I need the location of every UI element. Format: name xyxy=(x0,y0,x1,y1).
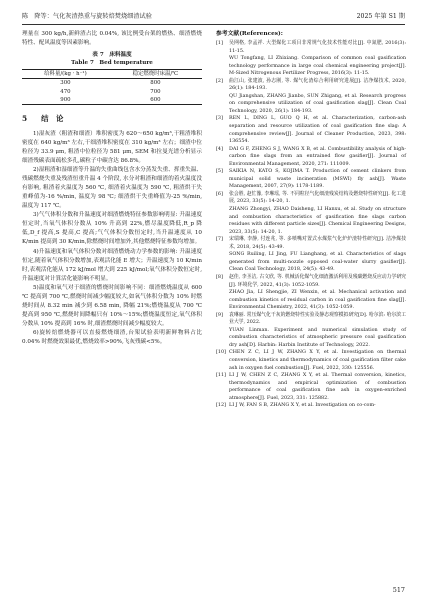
conclusion-paragraph: 4)升温速度和氧气体积分数对细渣燃烧动力学参数的影响: 升温速度恒定,随着氧气体积分数增加,表观活化能 E 增大；升温速度为 10 K/min 时,表观活化能从 172 kJ/mol 增大到 225 kJ/mol;氧气体积分数恒定时,升温速度对计算活化能影响不明显。 xyxy=(22,248,202,282)
reference-number: [9] xyxy=(216,311,223,318)
reference-item xyxy=(216,402,406,410)
reference-item xyxy=(216,40,406,55)
header-authors-title: 陈 降等：气化灰渣热重与旋转焙焚烧细渣试验 xyxy=(22,13,152,20)
reference-item xyxy=(216,372,406,402)
reference-item xyxy=(216,55,406,78)
reference-text: REN L, DING L, GUO Q H, et al. Characterization, carbon-ash separation and resource utilization of coal gasification fine slag: A comprehensive review[J]. Journal of Cleaner Production, 2023, 398: 136554. xyxy=(229,115,406,145)
reference-number: [3] xyxy=(216,115,223,122)
reference-number: [2] xyxy=(216,77,223,84)
left-column xyxy=(22,30,202,347)
reference-text: 曲江山, 张建波, 孙志刚, 等. 煤气化渣综合利用研究进展[J]. 洁净煤技术, 2020, 26(1): 184-193. xyxy=(229,77,406,92)
conclusion-paragraph: 2)湿粗渣和湿细渣等升温的失重曲线包含水分蒸发失重、挥重失温、残碳燃烧失重及残渣恒重升温 4 个阶段, 水分对粗渣和细渣的着火温度没有影响, 粗渣着火温度为 560 ℃, 细渣着火温度为 590 ℃, 粗渣烘干失重峰值为-16 %/min, 温度为 98 ℃; 细渣烘干失重峰值为-25 %/min, 温度为 117 ℃。 xyxy=(22,167,202,210)
reference-text: 赵佳, 李圣洁, 古文欣, 等. 机械活化煤气化细渣激活利用及残碳燃烧反应动力学研究[J]. 环境化学, 2022, 41(3): 1052-1059. xyxy=(229,273,407,288)
reference-item xyxy=(216,146,406,169)
reference-item xyxy=(216,289,406,312)
table-cell: 600 xyxy=(109,96,202,105)
reference-text: DAI G F, ZHENG S J, WANG X B, et al. Combustibility analysis of high-carbon fine slags from an entrained flow gasifier[J]. Journal of Environmental Management, 2020, 271: 111009. xyxy=(229,145,406,167)
reference-number: [5] xyxy=(216,168,223,175)
right-column xyxy=(216,30,406,410)
reference-text: LI J W, FAN S B, ZHANG X Y, et al. Investigation on co-com- xyxy=(229,402,376,409)
reference-text: YUAN Linman. Experiment and numerical simulation study of combustion characteristics of atmospheric pressure coal gasification dry ash[D]. Harbin: Harbin Institute of Technology, 2022. xyxy=(229,326,406,348)
reference-item xyxy=(216,251,406,274)
reference-text: 宋瑞琳, 李静, 付连兆, 等. 多喷嘴对置式水煤浆气化炉炉渣特性研究[J]. 洁净煤技术, 2018, 24(5): 43-49. xyxy=(229,236,406,250)
reference-item xyxy=(216,191,406,206)
table-caption-en: Table 7 Bed temperature xyxy=(71,60,153,67)
reference-text: ZHANG Zhongyi, ZHAO Daisheng, LI Hanxu, et al. Study on structure and combustion characteristics of gasification fine slags carbon residues with different particle sizes[J]. Chemical Engineering Designs, 2023, 33(5): 14-20, 1. xyxy=(229,206,406,235)
table-caption: 表 7 床料温度 xyxy=(92,52,132,59)
bed-temperature-table xyxy=(22,69,202,105)
table-cell: 470 xyxy=(60,88,71,95)
page-number: 517 xyxy=(392,586,405,594)
reference-list xyxy=(216,40,406,410)
section-heading xyxy=(22,114,202,124)
reference-item xyxy=(216,312,406,327)
conclusion-paragraph: 1)湿灰渣（粗渣和细渣）堆积密度为 620～650 kg/m³,干粗渣堆积密度在 640 kg/m³ 左右,干细渣堆积密度在 310 kg/m³ 左右；细渣中位粒径为 33.9 μm, 粗渣中位粒径为 581 μm, SEM 和拉曼光谱分析显示细渣残碳表面疏松多孔,碳粒子中碳含达 86.8%。 xyxy=(22,130,202,165)
table-header-feed-rate: 给料量/(kg · h⁻¹) xyxy=(22,70,109,79)
conclusion-paragraph: 3)气气体积分数和升温速度对细渣燃烧特征参数影响明显: 升温速度恒定时,当氧气体积分数从 10% 升高到 22%,燃尽温度降低,R_p 降低,D_f 提高,S 提高,C 提高;气气体积分数恒定时,当升温速度从 10 K/min 提高到 30 K/min,除燃烧时间增加外,其他燃烧特征参数均增加。 xyxy=(22,212,202,246)
reference-text: CHEN Z C, LI J W, ZHANG X Y, et al. Investigation on thermal conversion, kinetics and thermodynamics of coal gasification filter cake ash in oxygen fuel combustion[J]. Fuel, 2022, 330: 125556. xyxy=(229,349,406,371)
header-issue: 2025 年第 S1 期 xyxy=(356,13,405,20)
reference-text: LI J W, CHEN Z C, ZHANG X Y, et al. Thermal conversion, kinetics, thermodynamics and empirical optimization of combustion performance of coal gasification fine ash in oxygen-enriched atmosphere[J]. Fuel, 2023, 331: 125882. xyxy=(229,372,406,401)
table-cell: 700 xyxy=(150,88,161,95)
reference-text: SAIKIA N, KATO S, KOJIMA T. Production of cement clinkers from municipal solid waste incineration (MSWI) fly ash[J]. Waste Management, 2007, 27(9): 1178-1189. xyxy=(229,168,406,190)
reference-number: [8] xyxy=(216,273,223,280)
table-header-bed-temp: 稳定燃烧时床温/℃ xyxy=(109,70,202,79)
intro-paragraph: 理量在 300 kg/h,新鲜渣占比 0.04%, 该比例受台架的燃热、细渣燃烧特性、配风温度等因素影响。 xyxy=(22,31,202,47)
conclusion-paragraph: 6)旋转焙燃烧器可以直接燃烧细渣,台架试验表明新鲜物料占比 0.04% 时燃烧效果最优,燃烧效率>90%,飞灰残碳<5%。 xyxy=(22,329,202,345)
references-title: 参考文献(References): xyxy=(216,31,283,37)
reference-text: QU Jiangshan, ZHANG Jianbo, SUN Zhigang, et al. Research progress on comprehensive utilization of coal gasification slag[J]. Clean Coal Technology, 2020, 26(1): 184-193. xyxy=(229,92,406,114)
reference-number: [4] xyxy=(216,145,223,152)
reference-item xyxy=(216,78,406,93)
table-row xyxy=(22,79,202,88)
reference-item xyxy=(216,349,406,372)
table-cell: 800 xyxy=(150,80,161,87)
reference-item xyxy=(216,274,406,289)
reference-item xyxy=(216,115,406,145)
table-cell: 300 xyxy=(60,80,71,87)
reference-text: 吴网格, 李孟祥. 大型煤化工项目非常规气化技术性能对比[J]. 中氮肥, 2016(3): 11-15. xyxy=(229,40,406,54)
section-title: 结 论 xyxy=(41,113,64,123)
reference-text: SONG Ruiling, LI Jing, FU Lianghang, et al. Characteristics of slags generated from multi-nozzle opposed coal-water slurry gasifier[J]. Clean Coal Technology, 2018, 24(5): 43-49. xyxy=(229,251,406,273)
running-header xyxy=(22,10,405,25)
reference-text: WU Tongfang, LI Zhixiang. Comparison of common coal gasification technology performance in large coal chemical engineering project[J]. M-Sized Nitrogenous Fertilizer Progress, 2016(3): 11-15. xyxy=(229,55,406,77)
reference-text: 袁琳丽. 常压煤气化干灰的燃烧特性实验及静态观察模拟研究[D]. 哈尔滨: 哈尔滨工业大学, 2022. xyxy=(229,311,406,326)
reference-item xyxy=(216,93,406,116)
reference-item xyxy=(216,236,406,251)
reference-item xyxy=(216,327,406,350)
conclusion-paragraph: 5)温度和氧气对于细渣的燃烧时间影响不同：细渣燃烧温度从 600 ℃ 提高到 700 ℃,燃烧时间减少幅度较大,如氧气体积分数为 10% 时燃烧时间从 8.32 min 减少到 6.58 min, 降幅 21%;燃烧温度从 700 ℃ 提高到 950 ℃,燃烧时间降幅只有 10%～15%;燃烧温度恒定,氧气体积分数从 10% 提高到 16% 时,细渣燃烧时间减少幅度较大。 xyxy=(22,284,202,327)
reference-text: 张会胜, 赵忙豫, 李琳瑶, 等. 不同粒径气化细渣残炭结构及燃烧特性研究[J]. 化工进展, 2023, 33(5): 14-20, 1. xyxy=(229,190,406,205)
reference-item xyxy=(216,168,406,191)
table-row xyxy=(22,88,202,96)
reference-text: ZHAO Jia, LI Shengjie, ZI Wenxin, et al. Mechanical activation and combustion kinetics of residual carbon in coal gasification fine slag[J]. Environmental Chemistry, 2022, 41(3): 1052-1059. xyxy=(229,289,406,311)
reference-number: [12] xyxy=(216,402,226,409)
reference-item xyxy=(216,206,406,236)
table-header-row xyxy=(22,70,202,79)
reference-number: [7] xyxy=(216,236,223,243)
table-cell: 900 xyxy=(22,96,109,105)
table-row xyxy=(22,96,202,105)
reference-number: [11] xyxy=(216,372,226,379)
section-number: 5 xyxy=(22,113,28,123)
reference-number: [6] xyxy=(216,190,223,197)
reference-number: [1] xyxy=(216,40,223,46)
reference-number: [10] xyxy=(216,349,226,356)
